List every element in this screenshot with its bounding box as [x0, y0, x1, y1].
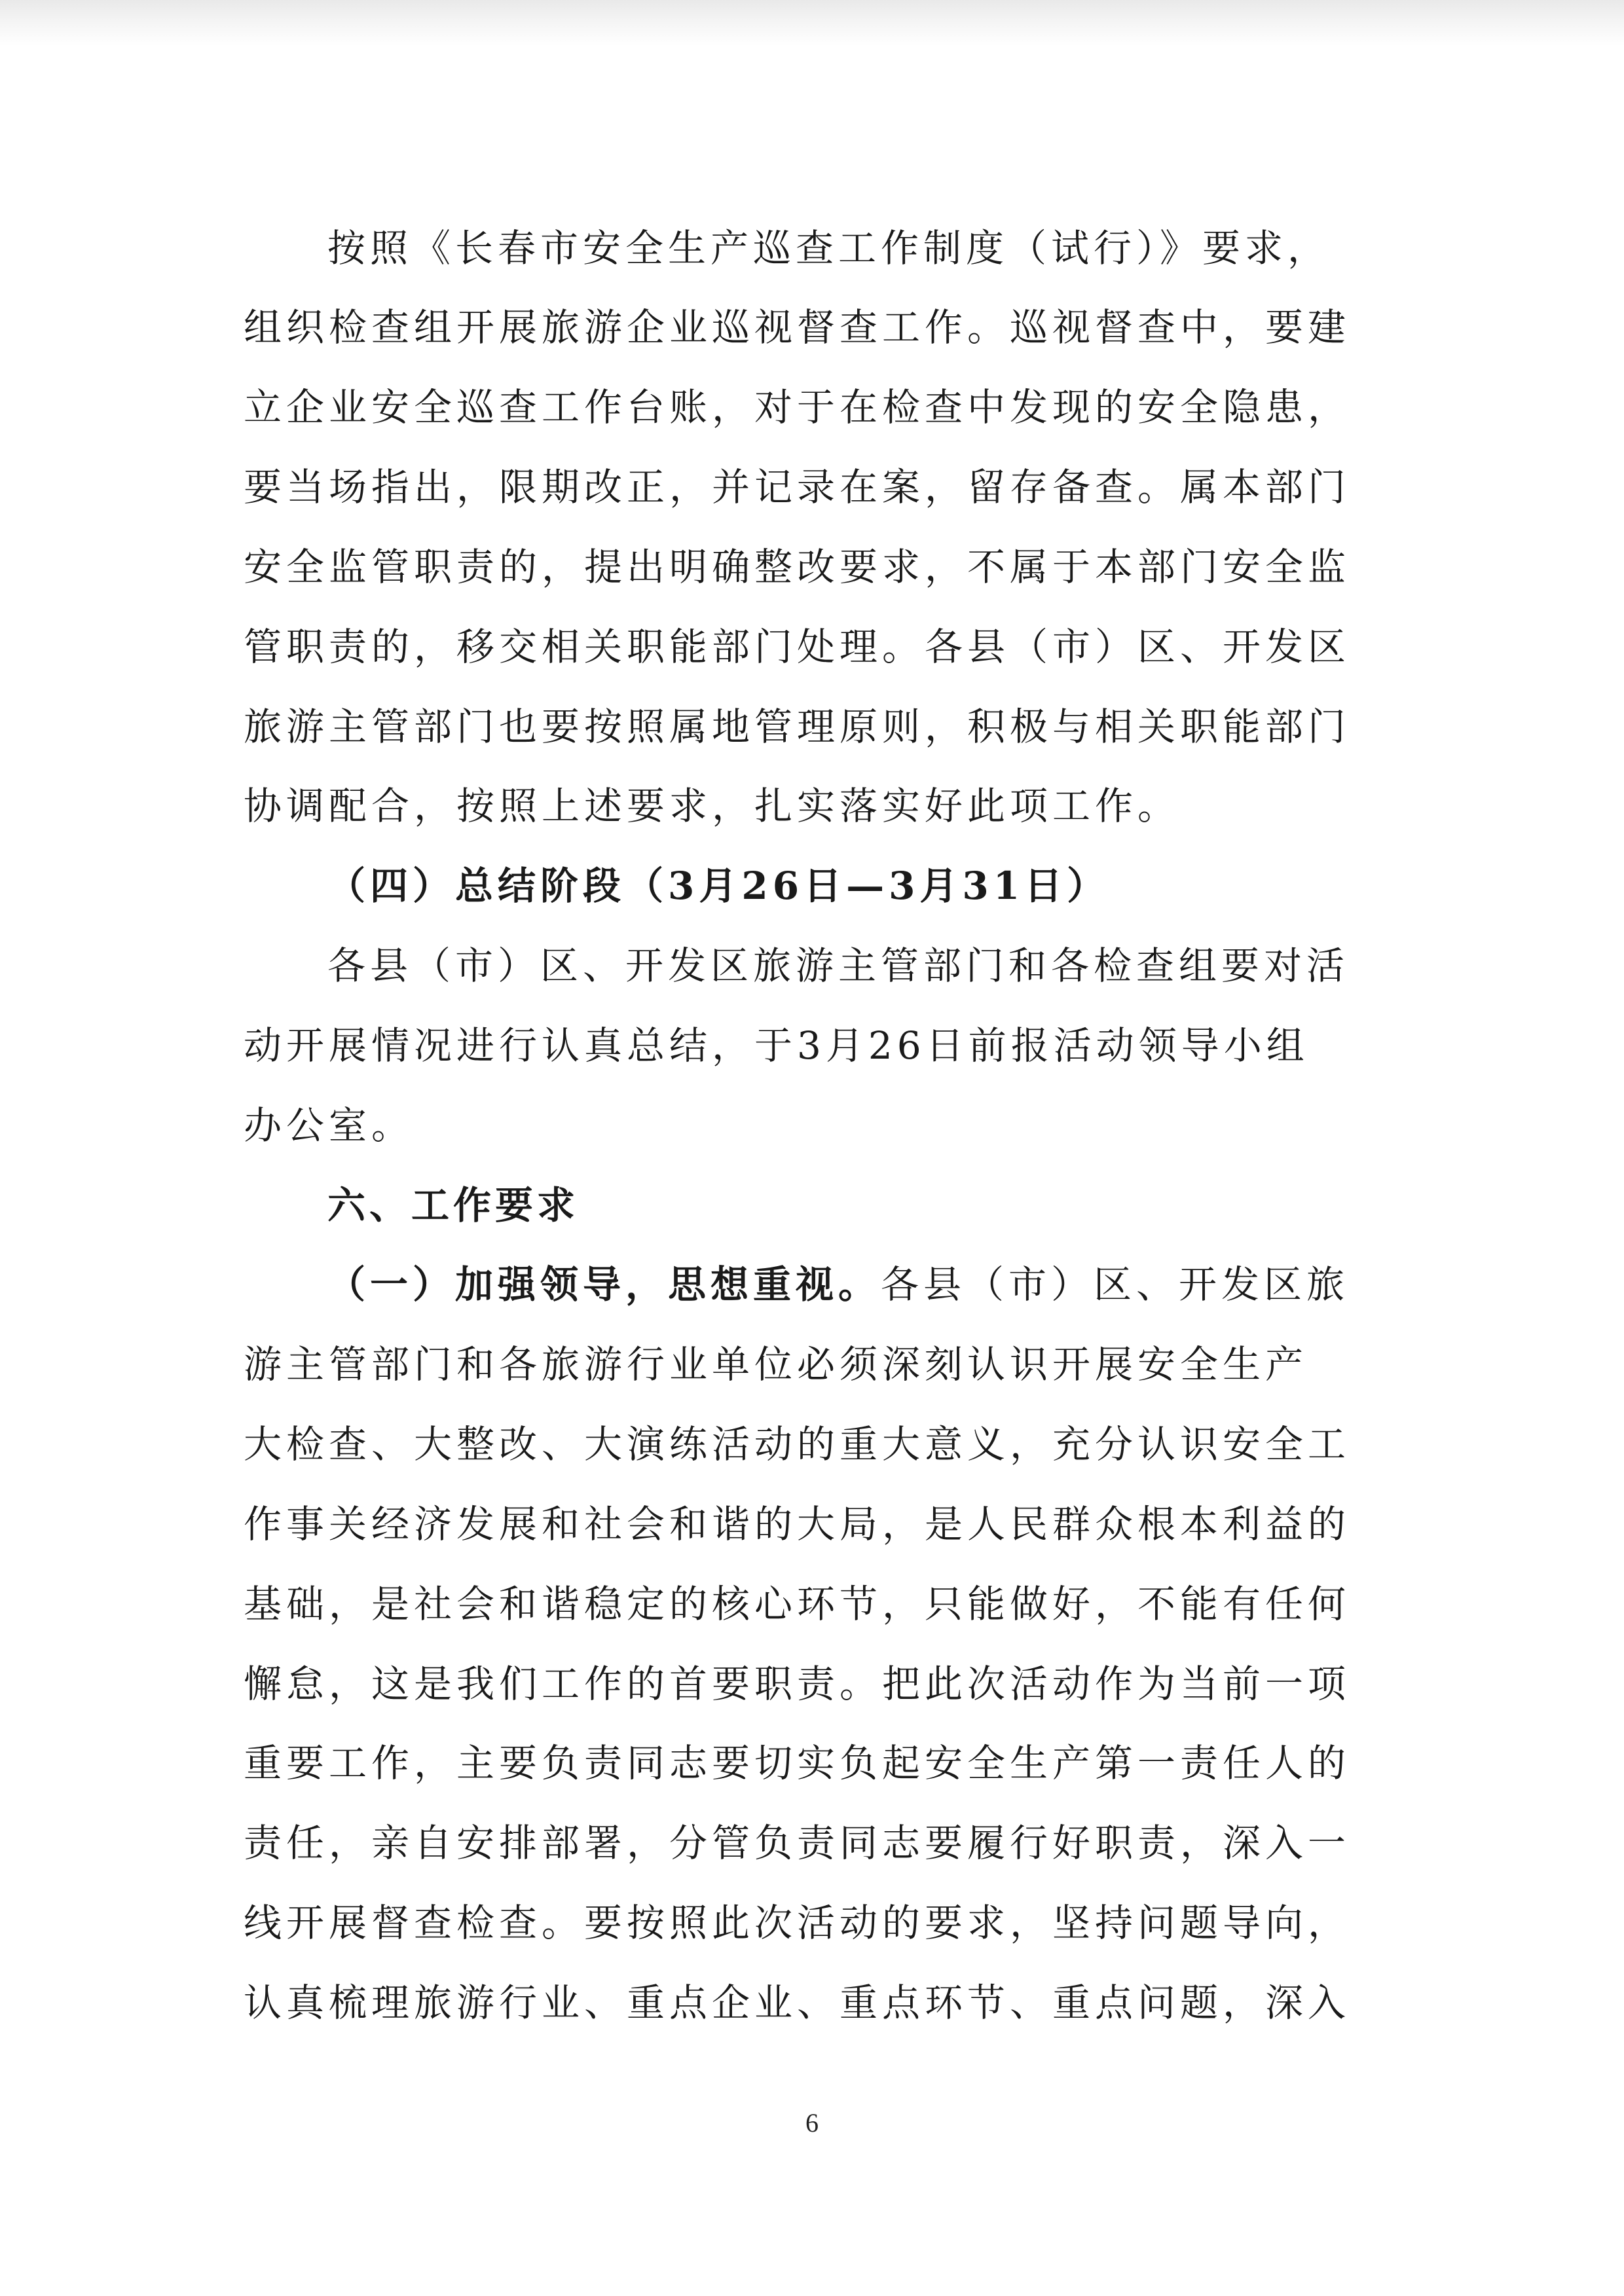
- page-number: 6: [805, 2108, 819, 2138]
- paragraph-line: 大检查、大整改、大演练活动的重大意义，充分认识安全工: [244, 1422, 1351, 1467]
- paragraph-line: 懈怠，这是我们工作的首要职责。把此次活动作为当前一项: [244, 1662, 1351, 1706]
- paragraph-line: 立企业安全巡查工作台账，对于在检查中发现的安全隐患，: [244, 385, 1351, 429]
- paragraph-line: 线开展督查检查。要按照此次活动的要求，坚持问题导向，: [244, 1901, 1351, 1945]
- paragraph-line: 组织检查组开展旅游企业巡视督查工作。巡视督查中，要建: [244, 305, 1351, 350]
- paragraph-line: 安全监管职责的，提出明确整改要求，不属于本部门安全监: [244, 545, 1351, 589]
- paragraph-line: 按照《长春市安全生产巡查工作制度（试行）》要求，: [327, 226, 1331, 270]
- paragraph-line: 管职责的，移交相关职能部门处理。各县（市）区、开发区: [244, 625, 1351, 669]
- paragraph-line: 各县（市）区、开发区旅游主管部门和各检查组要对活: [327, 943, 1350, 988]
- paragraph-line: 动开展情况进行认真总结，于3月26日前报活动领导小组: [244, 1023, 1309, 1068]
- subsection-heading: （四）总结阶段（3月26日—3月31日）: [327, 864, 1110, 908]
- paragraph-line: 重要工作，主要负责同志要切实负起安全生产第一责任人的: [244, 1741, 1351, 1785]
- paragraph-line: 基础，是社会和谐稳定的核心环节，只能做好，不能有任何: [244, 1582, 1351, 1626]
- paragraph-line: 要当场指出，限期改正，并记录在案，留存备查。属本部门: [244, 465, 1351, 509]
- section-heading: 六、工作要求: [327, 1183, 580, 1228]
- paragraph-line: 作事关经济发展和社会和谐的大局，是人民群众根本利益的: [244, 1502, 1351, 1546]
- paragraph-line: 协调配合，按照上述要求，扎实落实好此项工作。: [244, 784, 1181, 828]
- paragraph-line: 游主管部门和各旅游行业单位必须深刻认识开展安全生产: [244, 1342, 1308, 1387]
- paragraph-line: 责任，亲自安排部署，分管负责同志要履行好职责，深入一: [244, 1821, 1351, 1865]
- paragraph-lead-continuation: 各县（市）区、开发区旅: [881, 1262, 1350, 1307]
- paragraph-line: 认真梳理旅游行业、重点企业、重点环节、重点问题，深入: [244, 1980, 1351, 2025]
- paragraph-line-with-lead: [327, 1245, 1383, 1324]
- paragraph-line: 办公室。: [244, 1103, 415, 1148]
- paragraph-bold-lead: （一）加强领导，思想重视。: [327, 1262, 881, 1307]
- paragraph-line: 旅游主管部门也要按照属地管理原则，积极与相关职能部门: [244, 704, 1351, 749]
